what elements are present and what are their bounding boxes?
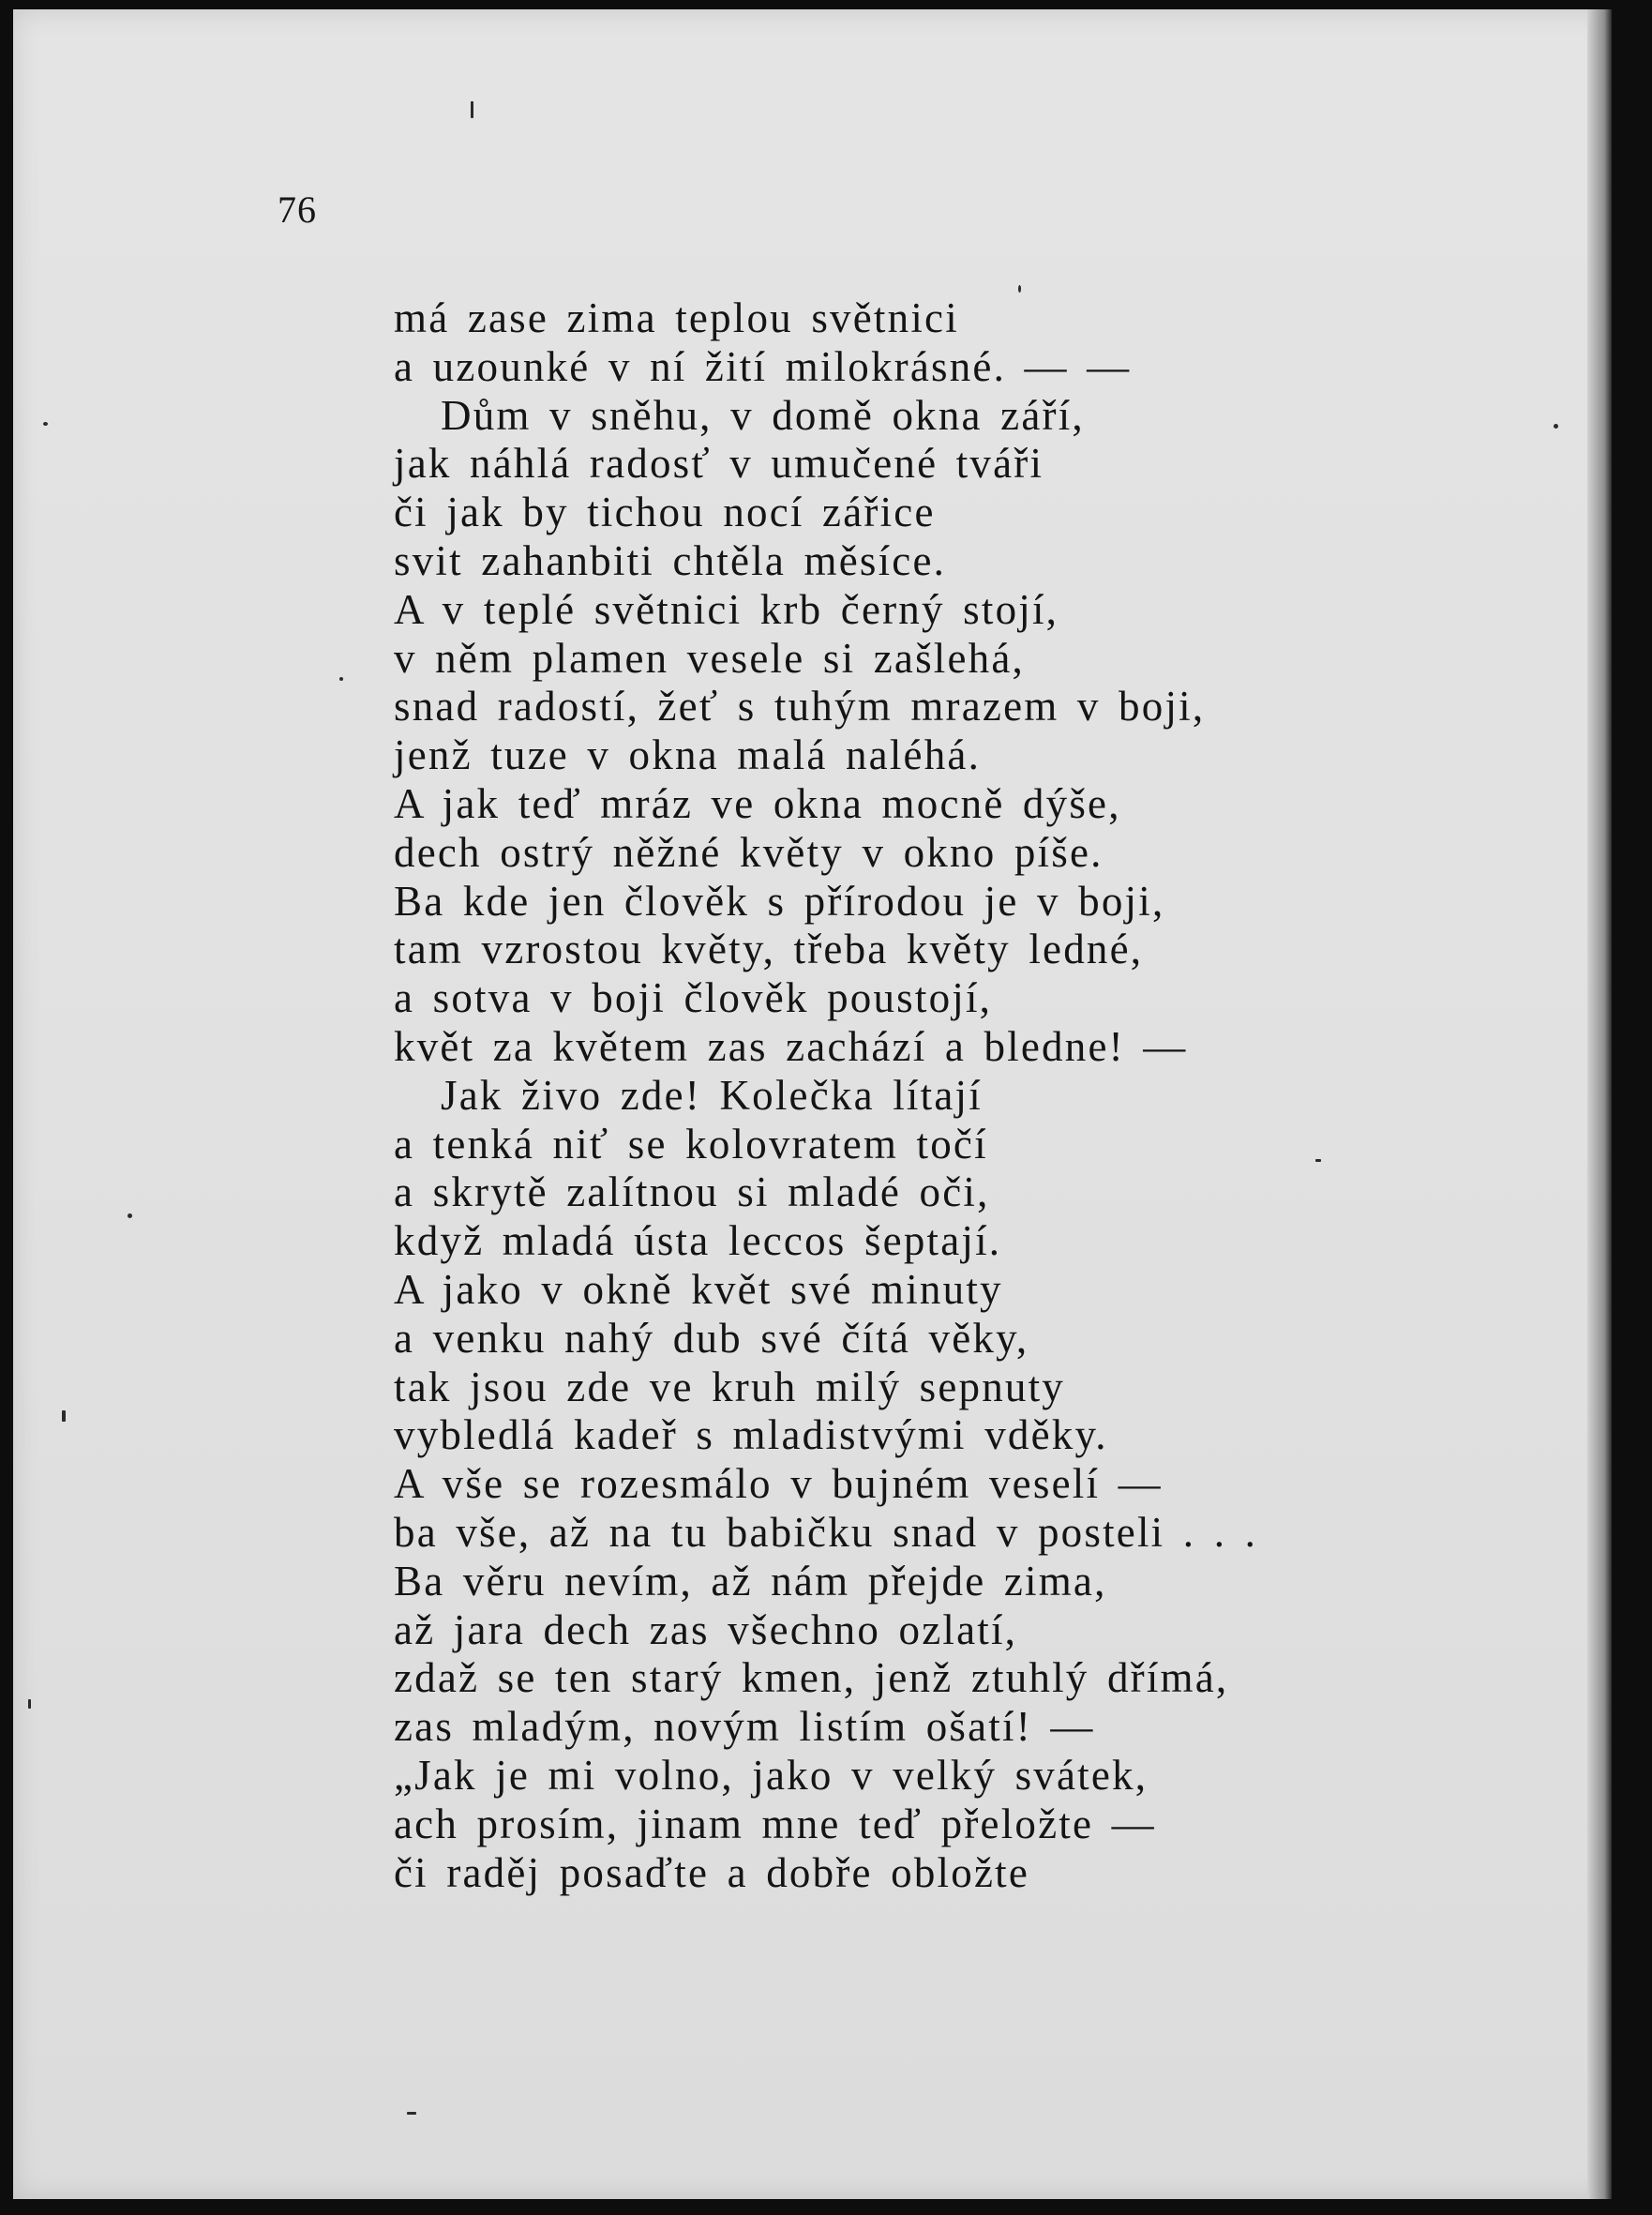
dust-speck: [62, 1410, 66, 1422]
poem-text: [394, 294, 1257, 1897]
poem-line: ba vše, až na tu babičku snad v posteli . . .: [394, 1508, 1258, 1556]
poem-line: A v teplé světnici krb černý stojí,: [394, 585, 1059, 633]
poem-line: snad radostí, žeť s tuhým mrazem v boji,: [394, 683, 1206, 731]
poem-line: jenž tuze v okna malá naléhá.: [394, 731, 982, 779]
dust-speck: [1018, 285, 1021, 293]
poem-line: A jako v okně květ své minuty: [394, 1265, 1003, 1313]
poem-line: a venku nahý dub své čítá věky,: [394, 1314, 1029, 1362]
poem-line: až jara dech zas všechno ozlatí,: [394, 1605, 1018, 1653]
poem-line: A jak teď mráz ve okna mocně dýše,: [394, 779, 1121, 827]
poem-line: má zase zima teplou světnici: [394, 294, 959, 341]
poem-line: či jak by tichou nocí zářice: [394, 489, 936, 536]
poem-line: a sotva v boji člověk poustojí,: [394, 974, 993, 1022]
poem-line: „Jak je mi volno, jako v velký svátek,: [394, 1751, 1149, 1799]
dust-speck: [128, 1213, 132, 1218]
dust-speck: [28, 1699, 31, 1709]
poem-line: tam vzrostou květy, třeba květy ledné,: [394, 926, 1144, 973]
dust-speck: [471, 101, 473, 118]
poem-line: ach prosím, jinam mne teď přeložte —: [394, 1800, 1156, 1847]
dust-speck: [43, 422, 48, 426]
poem-line: zas mladým, novým listím ošatí! —: [394, 1703, 1095, 1751]
poem-line: a tenká niť se kolovratem točí: [394, 1120, 988, 1168]
poem-line: jak náhlá radosť v umučené tváři: [394, 440, 1044, 488]
poem-line: dech ostrý něžné květy v okno píše.: [394, 828, 1104, 876]
poem-line: a skrytě zalítnou si mladé oči,: [394, 1168, 990, 1216]
poem-line: A vše se rozesmálo v bujném veselí —: [394, 1460, 1163, 1508]
poem-line: Ba kde jen člověk s přírodou je v boji,: [394, 877, 1165, 925]
dust-speck: [1315, 1159, 1321, 1162]
dust-speck: [407, 2112, 416, 2115]
poem-line: a uzounké v ní žití milokrásné. — —: [394, 342, 1132, 390]
poem-line: tak jsou zde ve kruh milý sepnuty: [394, 1363, 1065, 1410]
poem-line: vybledlá kadeř s mladistvými vděky.: [394, 1411, 1108, 1459]
poem-line: v něm plamen vesele si zašlehá,: [394, 634, 1025, 682]
poem-line: svit zahanbiti chtěla měsíce.: [394, 536, 947, 584]
poem-line: když mladá ústa leccos šeptají.: [394, 1217, 1002, 1265]
poem-line: Dům v sněhu, v domě okna září,: [441, 391, 1085, 439]
page-edge: [1587, 9, 1612, 2199]
page-number: 76: [278, 188, 317, 231]
poem-line: květ za květem zas zachází a bledne! —: [394, 1022, 1188, 1070]
poem-line: Jak živo zde! Kolečka lítají: [441, 1071, 983, 1119]
poem-line: Ba věru nevím, až nám přejde zima,: [394, 1557, 1107, 1605]
dust-speck: [1554, 424, 1558, 429]
dust-speck: [339, 677, 343, 681]
poem-line: zdaž se ten starý kmen, jenž ztuhlý dřímá,: [394, 1654, 1229, 1702]
poem-line: či raděj posaďte a dobře obložte: [394, 1848, 1029, 1896]
